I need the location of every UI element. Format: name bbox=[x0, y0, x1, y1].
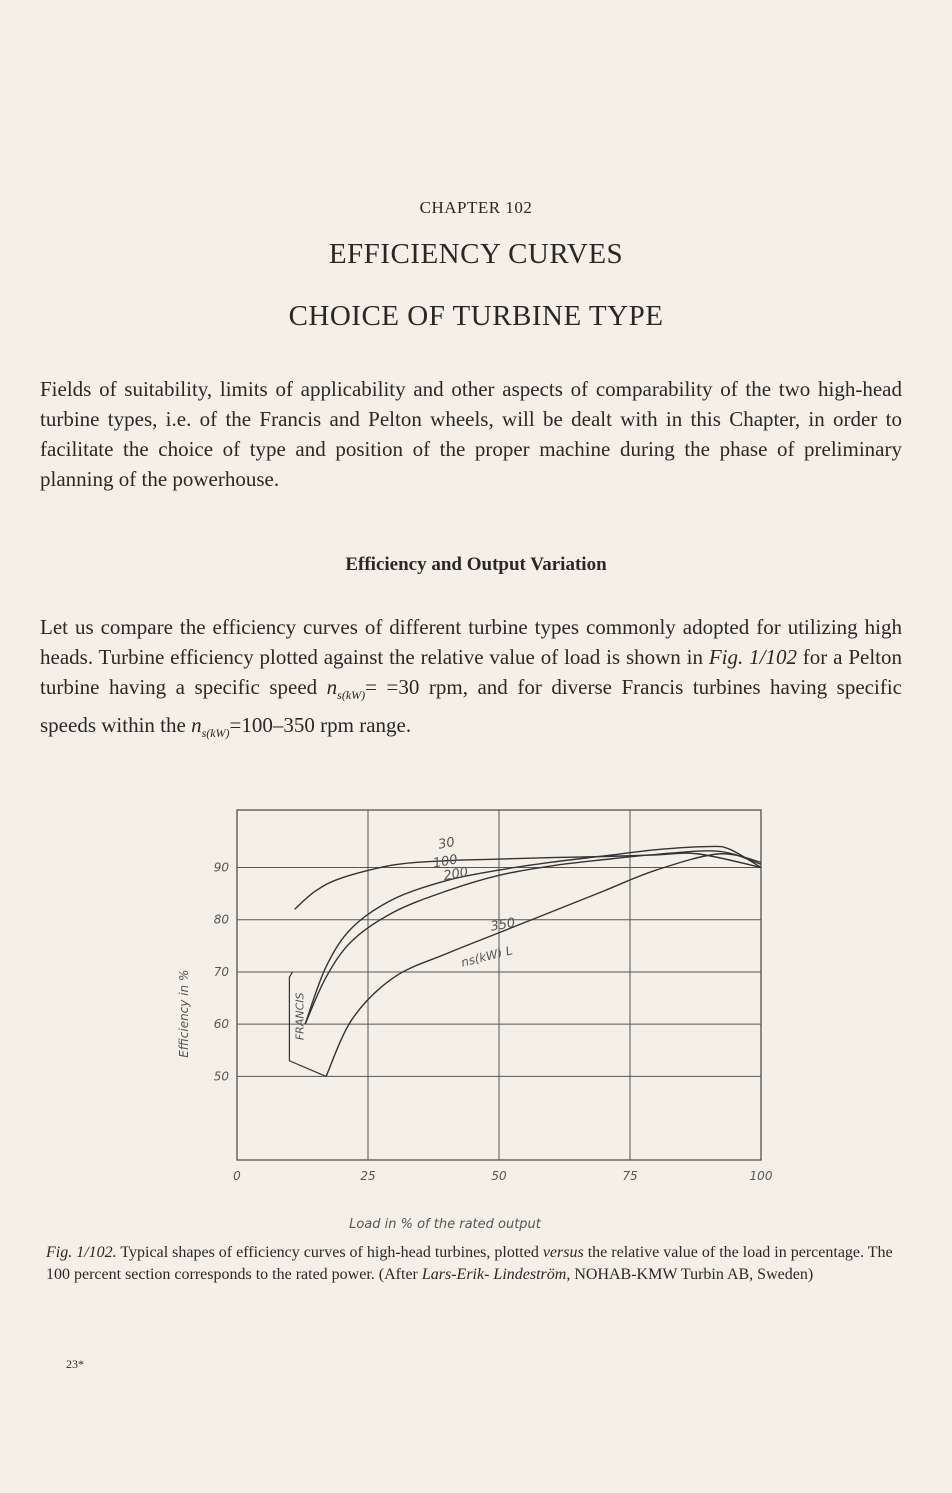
x-tick-label: 75 bbox=[622, 1169, 638, 1183]
chapter-subtitle: CHOICE OF TURBINE TYPE bbox=[288, 300, 664, 332]
caption-text-3: , NOHAB-KMW Turbin AB, Sweden) bbox=[566, 1266, 814, 1283]
curve-ns-350 bbox=[326, 854, 761, 1077]
y-tick-label: 90 bbox=[213, 860, 229, 875]
y-tick-label: 80 bbox=[213, 912, 229, 927]
figure-reference: Fig. 1/102 bbox=[708, 645, 797, 669]
curve-ns-200 bbox=[305, 851, 761, 1024]
body-paragraph bbox=[40, 612, 902, 748]
body-text-3: = =30 rpm, and for diverse Francis turbines having specific speeds within the bbox=[40, 675, 902, 738]
x-tick-label: 0 bbox=[233, 1169, 241, 1183]
body-text-2: for a Pelton turbine having a specific speed bbox=[40, 645, 902, 699]
y-tick-label: 60 bbox=[213, 1017, 229, 1032]
curve-label-30: 30 bbox=[437, 835, 456, 853]
section-heading: Efficiency and Output Variation bbox=[345, 554, 607, 575]
chapter-title: EFFICIENCY CURVES bbox=[328, 238, 624, 270]
ns-subscript-2: s(kW) bbox=[201, 726, 230, 741]
francis-label: FRANCIS bbox=[293, 992, 307, 1041]
x-tick-label: 25 bbox=[360, 1169, 376, 1183]
curve-label-100: 100 bbox=[431, 852, 459, 872]
ns-symbol: n bbox=[326, 675, 338, 699]
x-tick-label: 100 bbox=[749, 1169, 773, 1183]
caption-author: Lars-Erik- Lindeström bbox=[421, 1266, 567, 1283]
y-tick-label: 70 bbox=[213, 964, 229, 979]
chapter-number: CHAPTER 102 bbox=[419, 198, 533, 217]
caption-text-2: the relative value of the load in percentage. The 100 percent section corresponds to the rated power. (After bbox=[46, 1244, 893, 1283]
intro-paragraph: Fields of suitability, limits of applicability and other aspects of comparability of the two high-head turbine types, i.e. of the Francis and Pelton wheels, will be dealt with in this Chapter, in order to facilitate the choice of type and position of the proper machine during the phase of preliminary planning of the powerhouse. bbox=[40, 377, 902, 491]
caption-fig-label: Fig. 1/102. bbox=[46, 1244, 117, 1261]
caption-text-1: Typical shapes of efficiency curves of high-head turbines, plotted bbox=[116, 1244, 543, 1261]
ns-annotation: ns(kW) L bbox=[459, 943, 515, 970]
chart-labels bbox=[214, 835, 773, 1183]
curve-ns-100 bbox=[305, 846, 761, 1024]
curve-label-350: 350 bbox=[489, 915, 517, 935]
y-tick-label: 50 bbox=[213, 1069, 229, 1084]
curve-ns-30 bbox=[295, 853, 761, 909]
efficiency-chart bbox=[160, 800, 780, 1232]
figure-caption bbox=[46, 1242, 906, 1286]
ns-subscript: s(kW) bbox=[337, 688, 366, 703]
body-text-4: =100–350 rpm range. bbox=[229, 713, 412, 738]
page-number: 23* bbox=[66, 1357, 84, 1371]
caption-versus: versus bbox=[542, 1244, 584, 1261]
ns-symbol-2: n bbox=[191, 713, 202, 738]
x-tick-label: 50 bbox=[491, 1169, 507, 1183]
curve-label-200: 200 bbox=[442, 864, 470, 885]
chart-curves bbox=[289, 846, 761, 1076]
x-axis-label: Load in % of the rated output bbox=[349, 1217, 541, 1232]
y-axis-label: Efficiency in % bbox=[177, 969, 191, 1058]
body-text-1: Let us compare the efficiency curves of different turbine types commonly adopted for utilizing high heads. Turbine efficiency plotted against the relative value of load is shown in bbox=[40, 615, 902, 669]
